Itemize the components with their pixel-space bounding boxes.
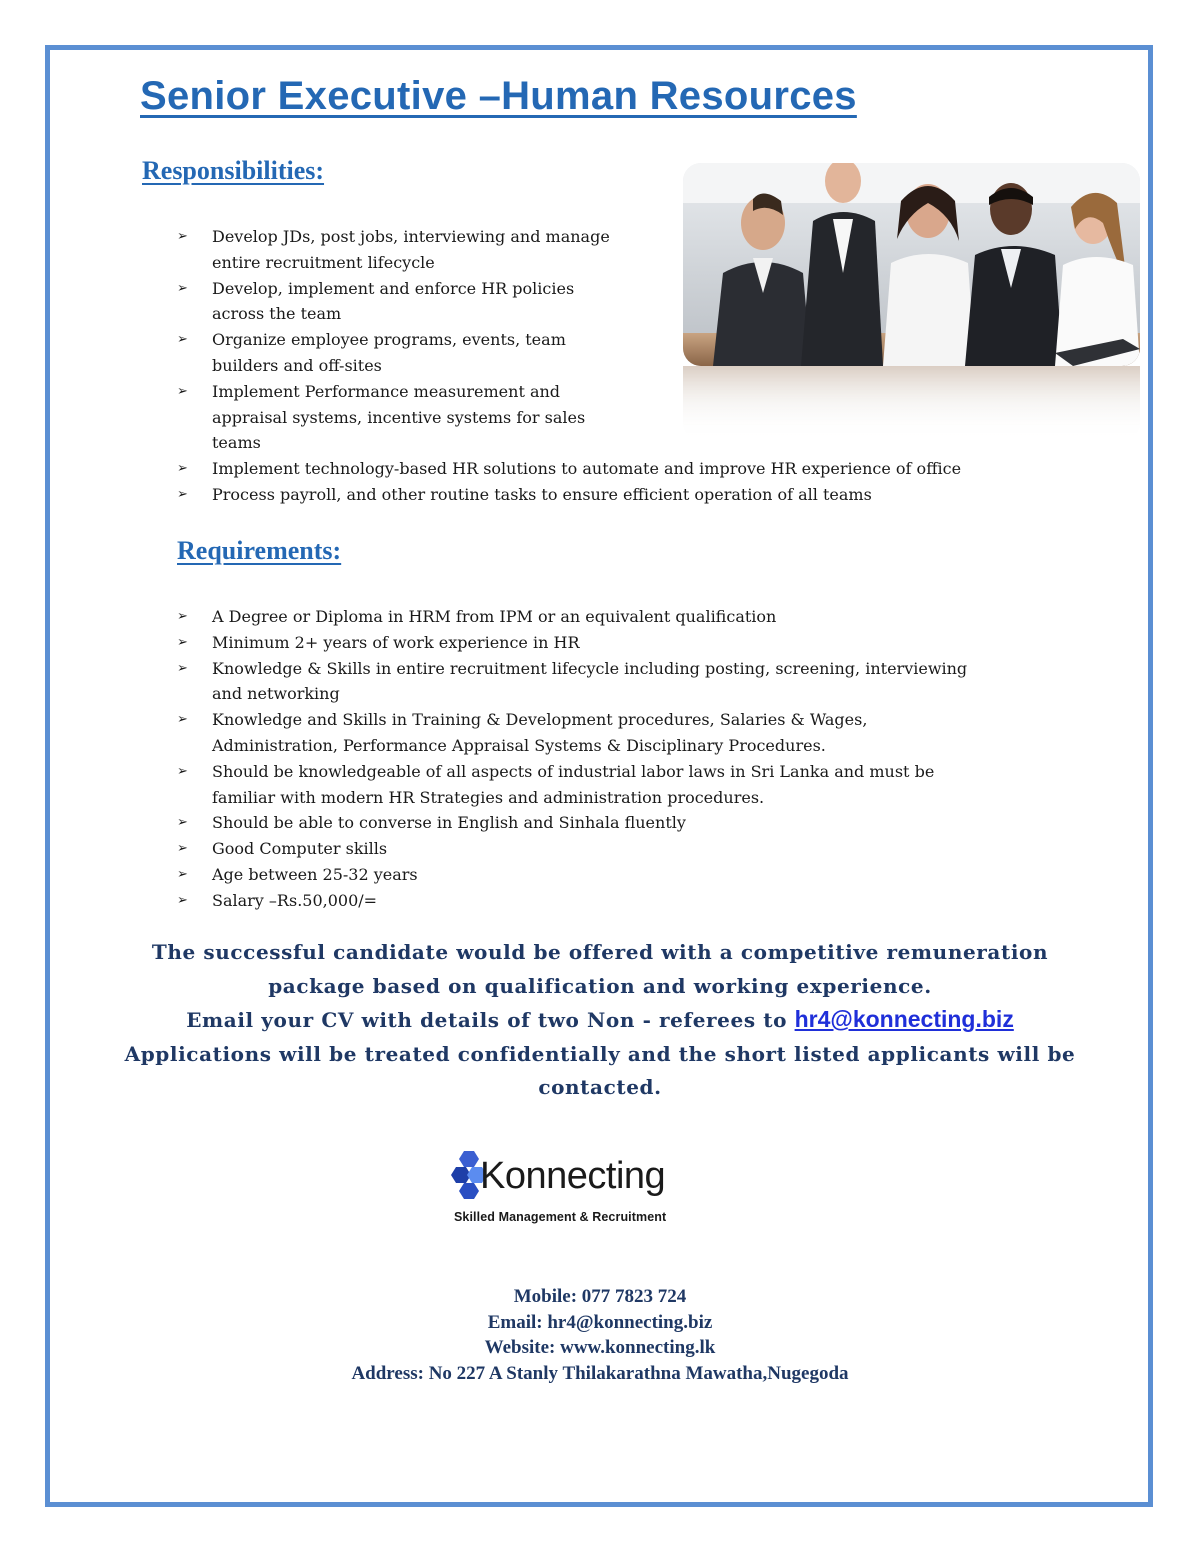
offer-email-line <box>100 1003 1100 1038</box>
list-item-line: Age between 25-32 years <box>212 864 418 884</box>
arrow-bullet-icon: ➢ <box>177 609 188 624</box>
list-item-line: Organize employee programs, events, team <box>212 330 566 350</box>
contact-mobile: Mobile: 077 7823 724 <box>513 1286 687 1307</box>
arrow-bullet-icon: ➢ <box>177 634 188 650</box>
requirements-heading: Requirements: <box>177 536 342 565</box>
arrow-bullet-icon: ➢ <box>177 892 188 908</box>
email-link[interactable]: hr4@konnecting.biz <box>794 1006 1014 1032</box>
offer-statement <box>100 936 1100 1105</box>
konnecting-logo <box>450 1143 750 1238</box>
arrow-bullet-icon: ➢ <box>177 660 188 676</box>
logo-brand-name: Konnecting <box>480 1155 666 1197</box>
list-item <box>177 862 1077 888</box>
list-item-line: builders and off-sites <box>212 355 382 375</box>
offer-email-prefix: Email your CV with details of two Non - referees to <box>186 1008 795 1032</box>
list-item-line: Knowledge and Skills in Training & Development procedures, Salaries & Wages, <box>212 710 868 730</box>
offer-line-4: Applications will be treated confidentially and the short listed applicants will be <box>124 1041 1076 1066</box>
list-item-line: Minimum 2+ years of work experience in HR <box>212 632 580 652</box>
list-item-line: teams <box>212 433 261 453</box>
arrow-bullet-icon: ➢ <box>177 461 188 477</box>
contact-website: Website: www.konnecting.lk <box>484 1337 716 1358</box>
arrow-bullet-icon: ➢ <box>177 332 188 348</box>
list-item <box>177 482 1077 508</box>
list-item-line: Knowledge & Skills in entire recruitment lifecycle including posting, screening, interviewing <box>212 658 968 678</box>
arrow-bullet-icon: ➢ <box>177 383 188 399</box>
list-item-line: Process payroll, and other routine tasks to ensure efficient operation of all teams <box>212 484 872 504</box>
list-item <box>177 604 1077 630</box>
list-item-line: Implement Performance measurement and <box>212 381 561 401</box>
list-item-line: and networking <box>212 684 340 704</box>
list-item-line: appraisal systems, incentive systems for sales <box>212 407 586 427</box>
list-item-line: across the team <box>212 304 342 324</box>
arrow-bullet-icon: ➢ <box>177 712 188 728</box>
contact-email: Email: hr4@konnecting.biz <box>487 1311 713 1333</box>
list-item <box>177 630 1077 656</box>
contact-details <box>200 1284 1000 1386</box>
list-item <box>177 836 1077 862</box>
list-item <box>177 707 1077 759</box>
arrow-bullet-icon: ➢ <box>177 280 188 296</box>
photo-reflection <box>683 366 1140 441</box>
offer-line-1: The successful candidate would be offered with a competitive remuneration <box>151 940 1049 964</box>
team-meeting-photo <box>683 163 1140 366</box>
arrow-bullet-icon: ➢ <box>177 229 188 244</box>
arrow-bullet-icon: ➢ <box>177 486 188 502</box>
arrow-bullet-icon: ➢ <box>177 866 188 882</box>
list-item-line: Salary –Rs.50,000/= <box>212 890 378 910</box>
responsibilities-heading: Responsibilities: <box>142 156 325 185</box>
list-item-line: entire recruitment lifecycle <box>212 252 435 272</box>
list-item-line: Develop, implement and enforce HR policies <box>212 278 575 298</box>
list-item <box>177 810 1077 836</box>
list-item <box>177 759 1077 811</box>
list-item-line: familiar with modern HR Strategies and administration procedures. <box>212 787 765 807</box>
list-item <box>177 888 1077 914</box>
job-title: Senior Executive –Human Resources <box>140 74 857 118</box>
list-item-line: Implement technology-based HR solutions to automate and improve HR experience of office <box>212 459 962 479</box>
arrow-bullet-icon: ➢ <box>177 841 188 857</box>
arrow-bullet-icon: ➢ <box>177 815 188 831</box>
logo-tagline: Skilled Management & Recruitment <box>454 1210 667 1224</box>
list-item-line: Administration, Performance Appraisal Systems & Disciplinary Procedures. <box>212 735 826 755</box>
requirements-list <box>177 604 1077 914</box>
list-item-line: Develop JDs, post jobs, interviewing and manage <box>212 227 610 246</box>
list-item-line: Should be able to converse in English and Sinhala fluently <box>212 813 686 833</box>
list-item-line: Should be knowledgeable of all aspects of industrial labor laws in Sri Lanka and must be <box>212 761 935 781</box>
list-item-line: A Degree or Diploma in HRM from IPM or an equivalent qualification <box>212 607 777 626</box>
list-item <box>177 456 1077 482</box>
list-item <box>177 656 1077 708</box>
offer-line-5: contacted. <box>538 1075 662 1099</box>
list-item-line: Good Computer skills <box>212 839 388 859</box>
contact-address: Address: No 227 A Stanly Thilakarathna Mawatha,Nugegoda <box>351 1362 849 1384</box>
arrow-bullet-icon: ➢ <box>177 763 188 779</box>
offer-line-2: package based on qualification and working experience. <box>268 973 932 998</box>
